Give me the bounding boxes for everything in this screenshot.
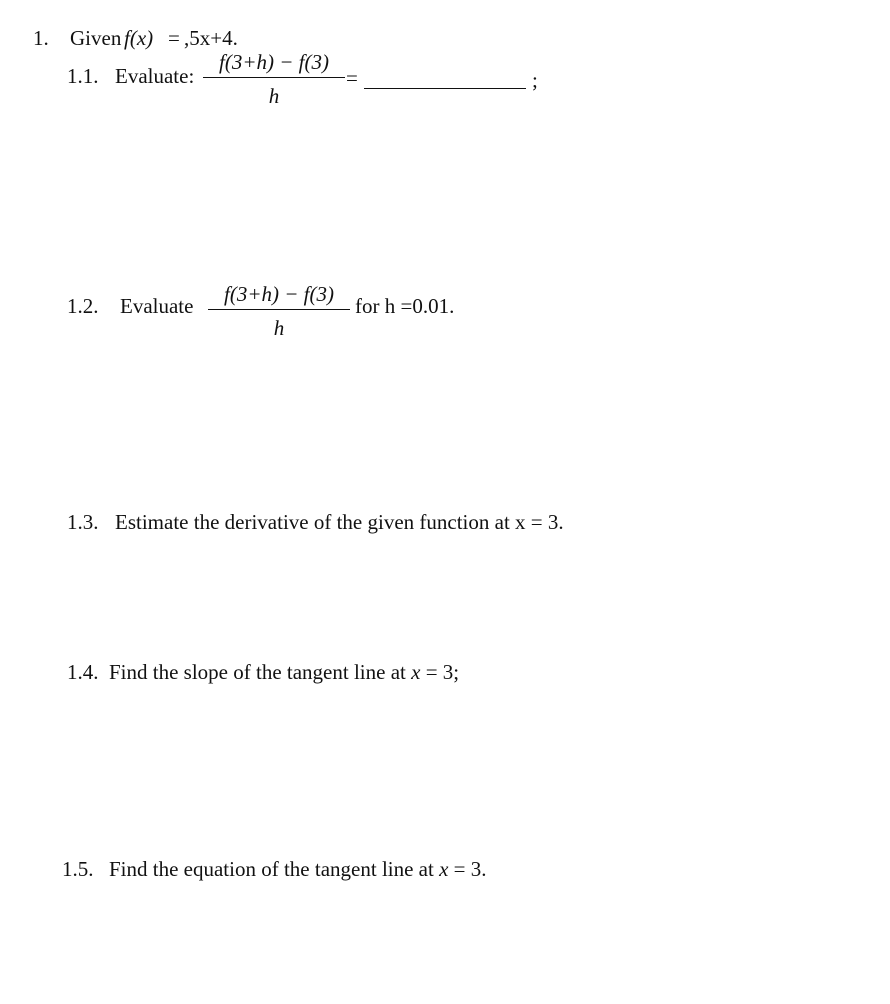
part-number: 1.5. — [62, 857, 94, 881]
question-number: 1. — [33, 26, 49, 50]
part-text-rest: = 3. — [453, 857, 487, 881]
fraction-numerator: f(3+h) − f(3) — [224, 282, 334, 306]
equals-sign: = — [346, 66, 358, 90]
part-text — [109, 857, 487, 882]
part-text-rest: = 3; — [425, 660, 460, 684]
fraction-denominator: h — [273, 316, 285, 340]
answer-blank[interactable] — [364, 88, 526, 89]
part-label: Evaluate: — [115, 64, 195, 88]
part-text-var: x — [411, 660, 421, 684]
fraction-denominator: h — [268, 84, 280, 108]
part-number: 1.4. — [67, 660, 99, 684]
part-number: 1.3. — [67, 510, 99, 534]
given-label: Given — [70, 26, 122, 50]
function-lhs: f(x) — [124, 26, 154, 50]
part-number: 1.2. — [67, 294, 99, 318]
part-text — [109, 660, 459, 685]
part-tail-text: for h =0.01. — [355, 294, 455, 318]
part-text-main: Find the equation of the tangent line at — [109, 857, 434, 881]
difference-quotient — [208, 282, 350, 341]
part-text-var: x — [439, 857, 449, 881]
semicolon: ; — [532, 68, 538, 92]
fraction-numerator: f(3+h) − f(3) — [219, 50, 329, 74]
part-text: Estimate the derivative of the given function at x = 3. — [115, 510, 564, 534]
part-label: Evaluate — [120, 294, 194, 318]
difference-quotient — [203, 50, 345, 109]
part-text-main: Find the slope of the tangent line at — [109, 660, 406, 684]
part-number: 1.1. — [67, 64, 99, 88]
function-rhs: ,5x+4. — [184, 26, 238, 50]
function-equals: = — [168, 26, 180, 50]
